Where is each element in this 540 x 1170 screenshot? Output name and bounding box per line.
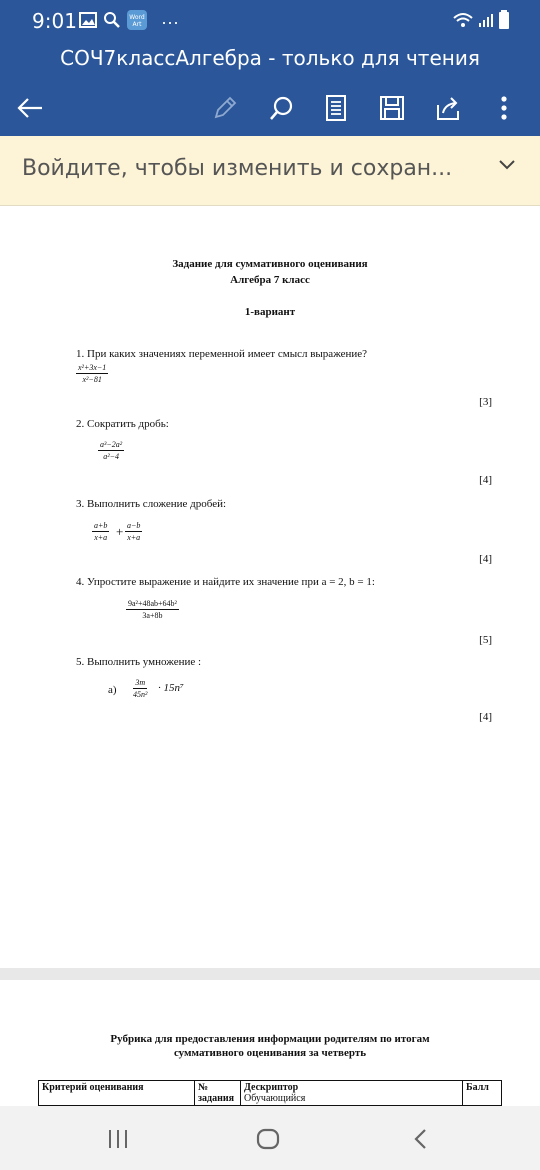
task-5-fraction: [133, 678, 147, 699]
task-3-fraction-1: [92, 521, 109, 542]
battery-icon: [498, 10, 510, 35]
more-vert-icon[interactable]: [486, 90, 522, 126]
save-icon[interactable]: [374, 90, 410, 126]
fraction-denominator: x+a: [94, 533, 108, 542]
task-4-score: [5]: [479, 634, 492, 646]
sign-in-banner[interactable]: [0, 136, 540, 206]
fraction-denominator: a²−4: [103, 452, 119, 461]
task-1-text: 1. При каких значениях переменной имеет смысл выражение?: [76, 348, 368, 360]
status-time: 9:01: [32, 9, 77, 33]
signal-icon: [478, 12, 494, 33]
task-5-sub-label: а): [108, 684, 117, 696]
task-3-fraction-2: [125, 521, 142, 542]
word-app-icon: [127, 10, 147, 35]
fraction-numerator: a−b: [127, 521, 141, 530]
task-2-score: [4]: [479, 474, 492, 486]
wifi-icon: [452, 11, 474, 34]
search-icon[interactable]: [264, 90, 300, 126]
rubric-title-line-1: Рубрика для предоставления информации родителям по итогам: [110, 1033, 430, 1045]
svg-text:Word: Word: [129, 14, 145, 21]
share-icon[interactable]: [430, 90, 466, 126]
fraction-numerator: 3m: [135, 678, 146, 687]
rubric-table: [38, 1080, 502, 1106]
sign-in-banner-text: Войдите, чтобы изменить и сохран...: [22, 156, 453, 181]
document-page: [0, 206, 540, 968]
task-1-fraction: [76, 363, 108, 384]
status-bar: [0, 0, 540, 40]
fraction-denominator: x²−81: [82, 375, 102, 384]
task-2-fraction: [98, 440, 124, 461]
table-header-task-number: № задания: [195, 1081, 241, 1106]
document-page-2: [0, 980, 540, 1110]
edit-pen-icon[interactable]: [207, 90, 243, 126]
task-4-fraction: [126, 599, 179, 620]
fraction-numerator: a+b: [94, 521, 108, 530]
fraction-numerator: a³−2a²: [100, 440, 123, 449]
system-nav-bar: [0, 1106, 540, 1170]
back-icon[interactable]: [400, 1124, 440, 1154]
table-header-criterion: Критерий оценивания: [39, 1081, 195, 1106]
svg-text:Art: Art: [132, 21, 142, 28]
task-5-score: [4]: [479, 711, 492, 723]
fraction-denominator: 45n²: [133, 690, 148, 699]
image-icon: [79, 12, 97, 33]
table-header-score: Балл: [463, 1081, 502, 1106]
task-4-text: 4. Упростите выражение и найдите их значение при a = 2, b = 1:: [76, 576, 375, 588]
rubric-title-line-2: суммативного оценивания за четверть: [173, 1047, 367, 1059]
variant-label: 1-вариант: [244, 306, 296, 318]
fraction-denominator: 3a+8b: [142, 611, 163, 620]
chevron-down-icon[interactable]: [498, 158, 516, 176]
doc-heading: Задание для суммативного оценивания: [172, 258, 368, 270]
search-icon: [103, 11, 121, 34]
plus-sign: +: [116, 524, 124, 539]
descriptor-sub-label: Обучающийся: [244, 1093, 306, 1104]
task-3-text: 3. Выполнить сложение дробей:: [76, 498, 227, 510]
title-bar: [0, 40, 540, 82]
task-5-text: 5. Выполнить умножение :: [76, 656, 202, 668]
fraction-denominator: x+a: [127, 533, 141, 542]
rubric-title: [0, 1032, 540, 1060]
reading-mode-icon[interactable]: [318, 90, 354, 126]
recent-apps-icon[interactable]: [98, 1124, 138, 1154]
home-icon[interactable]: [248, 1124, 288, 1154]
toolbar: [0, 82, 540, 136]
task-5-tail: · 15n⁷: [158, 682, 184, 694]
descriptor-header-label: Дескриптор: [244, 1082, 299, 1093]
fraction-numerator: x²+3x−1: [78, 363, 107, 372]
task-3-score: [4]: [479, 553, 492, 565]
back-arrow-icon[interactable]: [12, 90, 48, 126]
task-1-score: [3]: [479, 396, 492, 408]
table-header-descriptor: [241, 1081, 463, 1106]
more-dots-icon: ···: [161, 12, 179, 32]
task-2-text: 2. Сократить дробь:: [76, 418, 169, 430]
document-title: СОЧ7классАлгебра - только для чтения: [60, 46, 480, 70]
doc-subheading: Алгебра 7 класс: [230, 274, 310, 286]
fraction-numerator: 9a²+48ab+64b²: [128, 599, 177, 608]
